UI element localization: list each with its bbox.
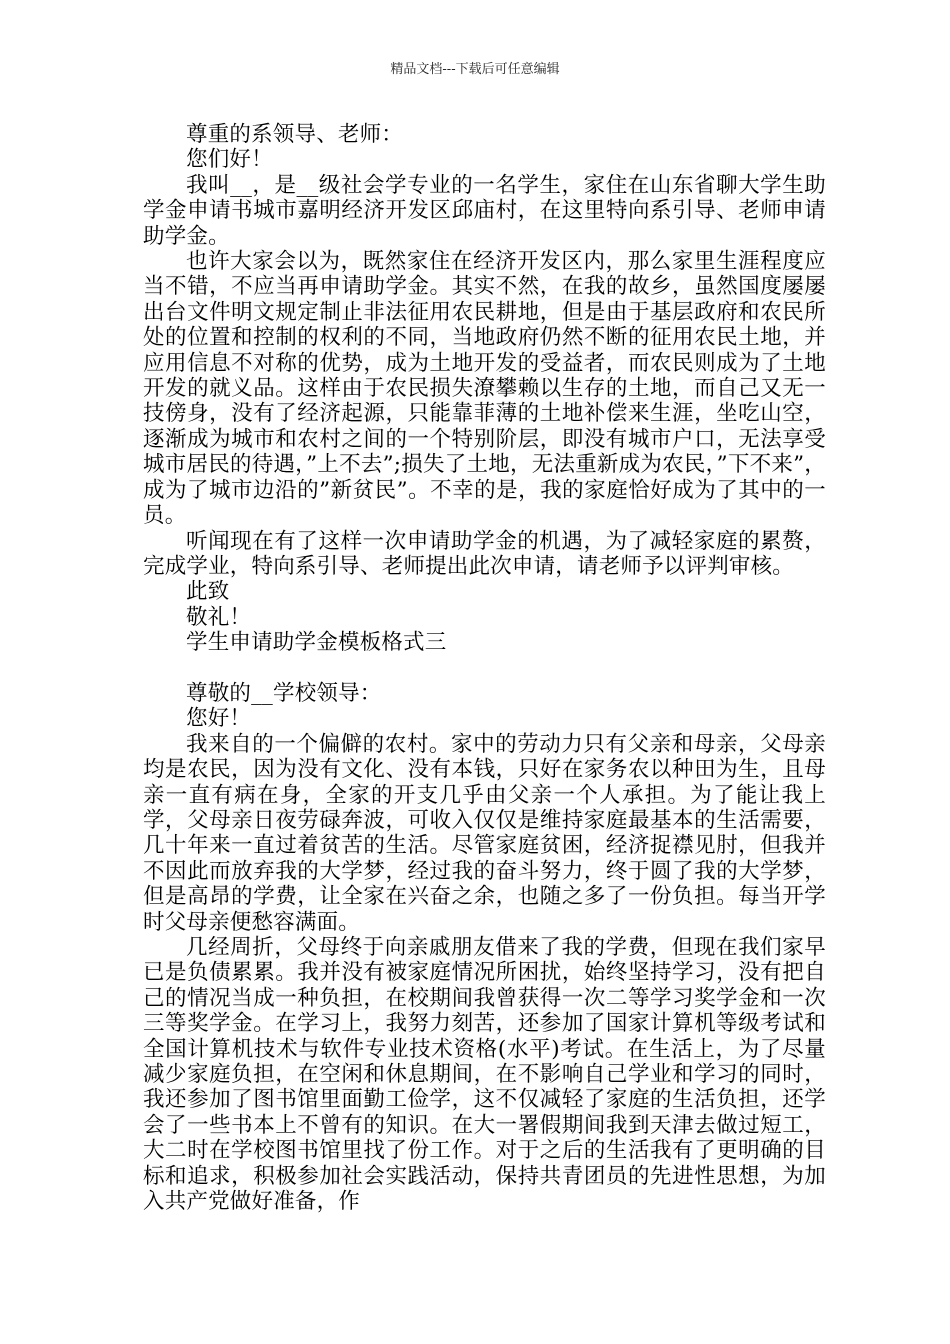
greeting: 您们好！ bbox=[186, 147, 273, 173]
salutation: 尊重的系领导、老师： bbox=[186, 122, 404, 147]
closing: 此致 bbox=[186, 579, 230, 605]
salutation: 尊敬的__学校领导： bbox=[186, 680, 382, 706]
body-paragraph: 也许大家会以为，既然家住在经济开发区内，那么家里生涯程度应当不错，不应当再申请助学金。其实不然，在我的故乡，虽然国度屡屡出台文件明文规定制止非法征用农民耕地，但是由于基层政府和农民所处的位置和控制的权利的不同，当地政府仍然不断的征用农民土地，并应用信息不对称的优势，成为土地开发的受益者，而农民则成为了土地开发的就义品。这样由于农民损失潦攀赖以生存的土地，而自己又无一技傍身，没有了经济起源，只能靠菲薄的土地补偿来生涯，坐吃山空，逐渐成为城市和农村之间的一个特别阶层，即没有城市户口，无法享受城市居民的待遇，”上不去”;损失了土地，无法重新成为农民，”下不来”，成为了城市边沿的”新贫民”。不幸的是，我的家庭恰好成为了其中的一员。 bbox=[143, 249, 826, 529]
body-paragraph: 我叫__，是__级社会学专业的一名学生，家住在山东省聊大学生助学金申请书城市嘉明经济开发区邱庙村，在这里特向系引导、老师申请助学金。 bbox=[143, 172, 826, 249]
body-paragraph: 几经周折，父母终于向亲戚朋友借来了我的学费，但现在我们家早已是负债累累。我并没有被家庭情况所困扰，始终坚持学习，没有把自己的情况当成一种负担，在校期间我曾获得一次二等学习奖学金和一次三等奖学金。在学习上，我努力刻苦，还参加了国家计算机等级考试和全国计算机技术与软件专业技术资格(水平)考试。在生活上，为了尽量减少家庭负担，在空闲和休息期间，在不影响自己学业和学习的同时，我还参加了图书馆里面勤工俭学，这不仅减轻了家庭的生活负担，还学会了一些书本上不曾有的知识。在大一署假期间我到天津去做过短工，大二时在学校图书馆里找了份工作。对于之后的生活我有了更明确的目标和追求，积极参加社会实践活动，保持共青团员的先进性思想，为加入共产党做好准备，作 bbox=[143, 934, 826, 1215]
section-title: 学生申请助学金模板格式三 bbox=[186, 630, 447, 656]
body-paragraph: 听闻现在有了这样一次申请助学金的机遇，为了减轻家庭的累赘，完成学业，特向系引导、老师提出此次申请，请老师予以评判审核。 bbox=[143, 528, 826, 579]
body-paragraph: 我来自的一个偏僻的农村。家中的劳动力只有父亲和母亲，父母亲均是农民，因为没有文化、没有本钱，只好在家务农以种田为生，且母亲一直有病在身，全家的开支几乎由父亲一个人承担。为了能让我上学，父母亲日夜劳碌奔波，可收入仅仅是维持家庭最基本的生活需要，几十年来一直过着贫苦的生活。尽管家庭贫困，经济捉襟见肘，但我并不因此而放弃我的大学梦，经过我的奋斗努力，终于圆了我的大学梦，但是高昂的学费，让全家在兴奋之余，也随之多了一份负担。每当开学时父母亲便愁容满面。 bbox=[143, 731, 826, 935]
closing-regards: 敬礼！ bbox=[186, 604, 252, 630]
greeting: 您好！ bbox=[186, 706, 252, 732]
page-header: 精品文档---下载后可任意编辑 bbox=[390, 62, 560, 77]
document-body bbox=[143, 122, 826, 1214]
